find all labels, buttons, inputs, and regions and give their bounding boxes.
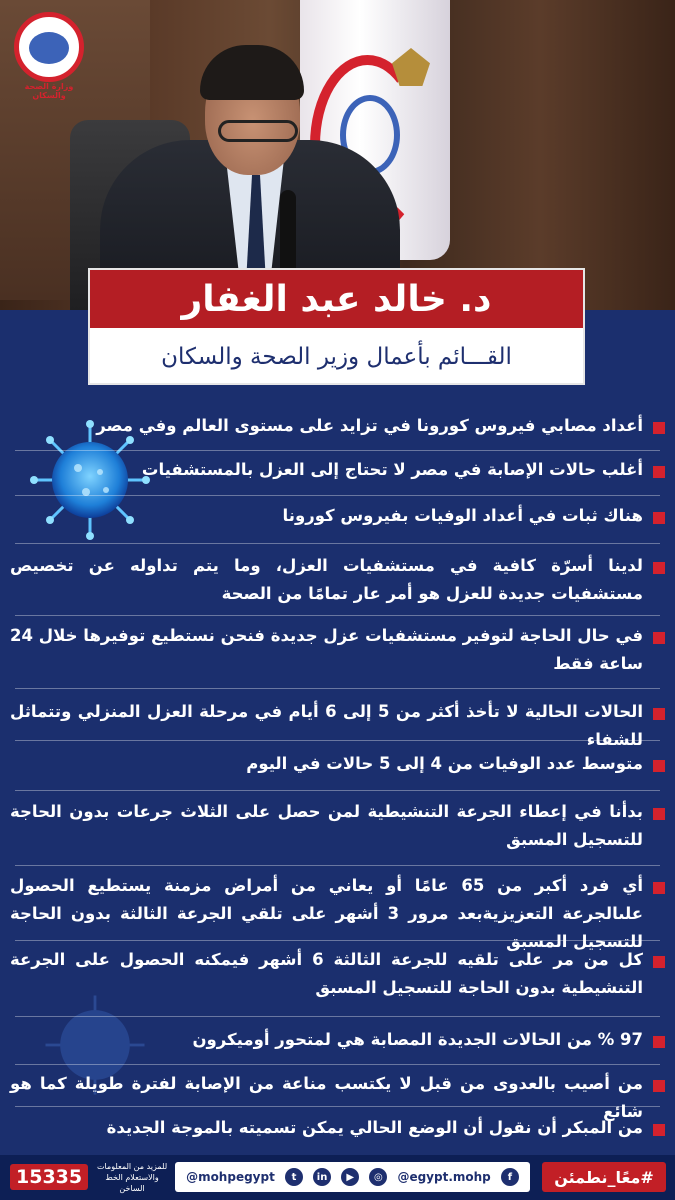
banner-name-box [90, 270, 583, 328]
divider [15, 740, 660, 741]
hotline-caption: للمزيد من المعلومات والاستعلام الخط الساخن [96, 1161, 168, 1193]
list-item [10, 552, 665, 608]
list-item [10, 412, 665, 440]
divider [15, 940, 660, 941]
glasses [218, 120, 298, 142]
name-banner [88, 268, 585, 385]
statement-text: أعداد مصابي فيروس كورونا في تزايد على مستوى العالم وفي مصر [96, 416, 643, 435]
hashtag-badge[interactable]: #معًا_نطمئن [542, 1162, 666, 1192]
footer-bar [0, 1155, 675, 1200]
statement-text: الحالات الحالية لا تأخذ أكثر من 5 إلى 6 أيام في مرحلة العزل المنزلي وتتماثل للشفاء [10, 702, 643, 749]
list-item [10, 946, 665, 1002]
statement-text: لدينا أسرّة كافية في مستشفيات العزل، وما يتم تداوله عن تخصيص مستشفيات جديدة للعزل هو أمر عار تمامًا من الصحة [10, 556, 643, 603]
divider [15, 543, 660, 544]
logo-family-icon [29, 32, 69, 64]
handle-mohpegypt[interactable]: @mohpegypt [186, 1170, 275, 1184]
list-item [10, 750, 665, 778]
divider [15, 790, 660, 791]
list-item [10, 1114, 665, 1142]
bullet-square [653, 1036, 665, 1048]
list-item [10, 1026, 665, 1054]
header-photo [0, 0, 675, 310]
list-item [10, 456, 665, 484]
list-item [10, 872, 665, 956]
divider [15, 688, 660, 689]
twitter-icon[interactable]: t [285, 1168, 303, 1186]
bullet-square [653, 808, 665, 820]
social-links [175, 1162, 530, 1192]
list-item [10, 502, 665, 530]
facebook-icon[interactable]: f [501, 1168, 519, 1186]
divider [15, 615, 660, 616]
statement-text: هناك ثبات في أعداد الوفيات بفيروس كورونا [282, 506, 643, 525]
bullet-square [653, 882, 665, 894]
bullet-square [653, 422, 665, 434]
statement-text: من المبكر أن نقول أن الوضع الحالي يمكن تسميته بالموجة الجديدة [106, 1118, 643, 1137]
minister-title: القـــائم بأعمال وزير الصحة والسكان [161, 344, 512, 370]
bullet-square [653, 956, 665, 968]
list-item [10, 622, 665, 678]
logo-caption: وزارة الصحة والسكان [24, 82, 74, 100]
statement-text: أي فرد أكبر من 65 عامًا أو يعاني من أمراض مزمنة يستطيع الحصول علىالجرعة التعزيزيةبعد مرور 3 أشهر على تلقي الجرعة الثالثة بدون الحاجة للتسجيل المسبق [10, 876, 644, 951]
divider [15, 1106, 660, 1107]
bullet-square [653, 466, 665, 478]
list-item [10, 798, 665, 854]
bullet-square [653, 512, 665, 524]
bullet-square [653, 1124, 665, 1136]
ministry-logo [14, 12, 84, 100]
youtube-icon[interactable]: ▶ [341, 1168, 359, 1186]
instagram-icon[interactable]: ◎ [369, 1168, 387, 1186]
hair [200, 45, 304, 100]
linkedin-icon[interactable]: in [313, 1168, 331, 1186]
statement-text: في حال الحاجة لتوفير مستشفيات عزل جديدة فنحن نستطيع توفيرها خلال 24 ساعة فقط [10, 626, 643, 673]
statement-text: كل من مر على تلقيه للجرعة الثالثة 6 أشهر فيمكنه الحصول على الجرعة التنشيطية بدون الحاجة للتسجيل المسبق [10, 950, 643, 997]
statement-text: من أصيب بالعدوى من قبل لا يكتسب مناعة من الإصابة لفترة طويلة كما هو شائع [10, 1074, 643, 1121]
divider [15, 865, 660, 866]
divider [15, 1064, 660, 1065]
statement-text: متوسط عدد الوفيات من 4 إلى 5 حالات في اليوم [246, 754, 643, 773]
handle-egypt-mohp[interactable]: @egypt.mohp [397, 1170, 491, 1184]
divider [15, 450, 660, 451]
list-item [10, 698, 665, 754]
statement-text: بدأنا في إعطاء الجرعة التنشيطية لمن حصل على الثلاث جرعات بدون الحاجة للتسجيل المسبق [10, 802, 643, 849]
bullet-square [653, 562, 665, 574]
minister-name: د. خالد عبد الغفار [181, 278, 492, 320]
bullet-square [653, 708, 665, 720]
divider [15, 1016, 660, 1017]
hotline-number[interactable]: 15335 [10, 1164, 88, 1190]
bullet-square [653, 1080, 665, 1092]
bullet-square [653, 632, 665, 644]
hotline [10, 1162, 170, 1192]
bullet-square [653, 760, 665, 772]
statement-text: أغلب حالات الإصابة في مصر لا تحتاج إلى العزل بالمستشفيات [141, 460, 643, 479]
statement-text: 97 % من الحالات الجديدة المصابة هي لمتحور أوميكرون [192, 1030, 643, 1049]
divider [15, 495, 660, 496]
